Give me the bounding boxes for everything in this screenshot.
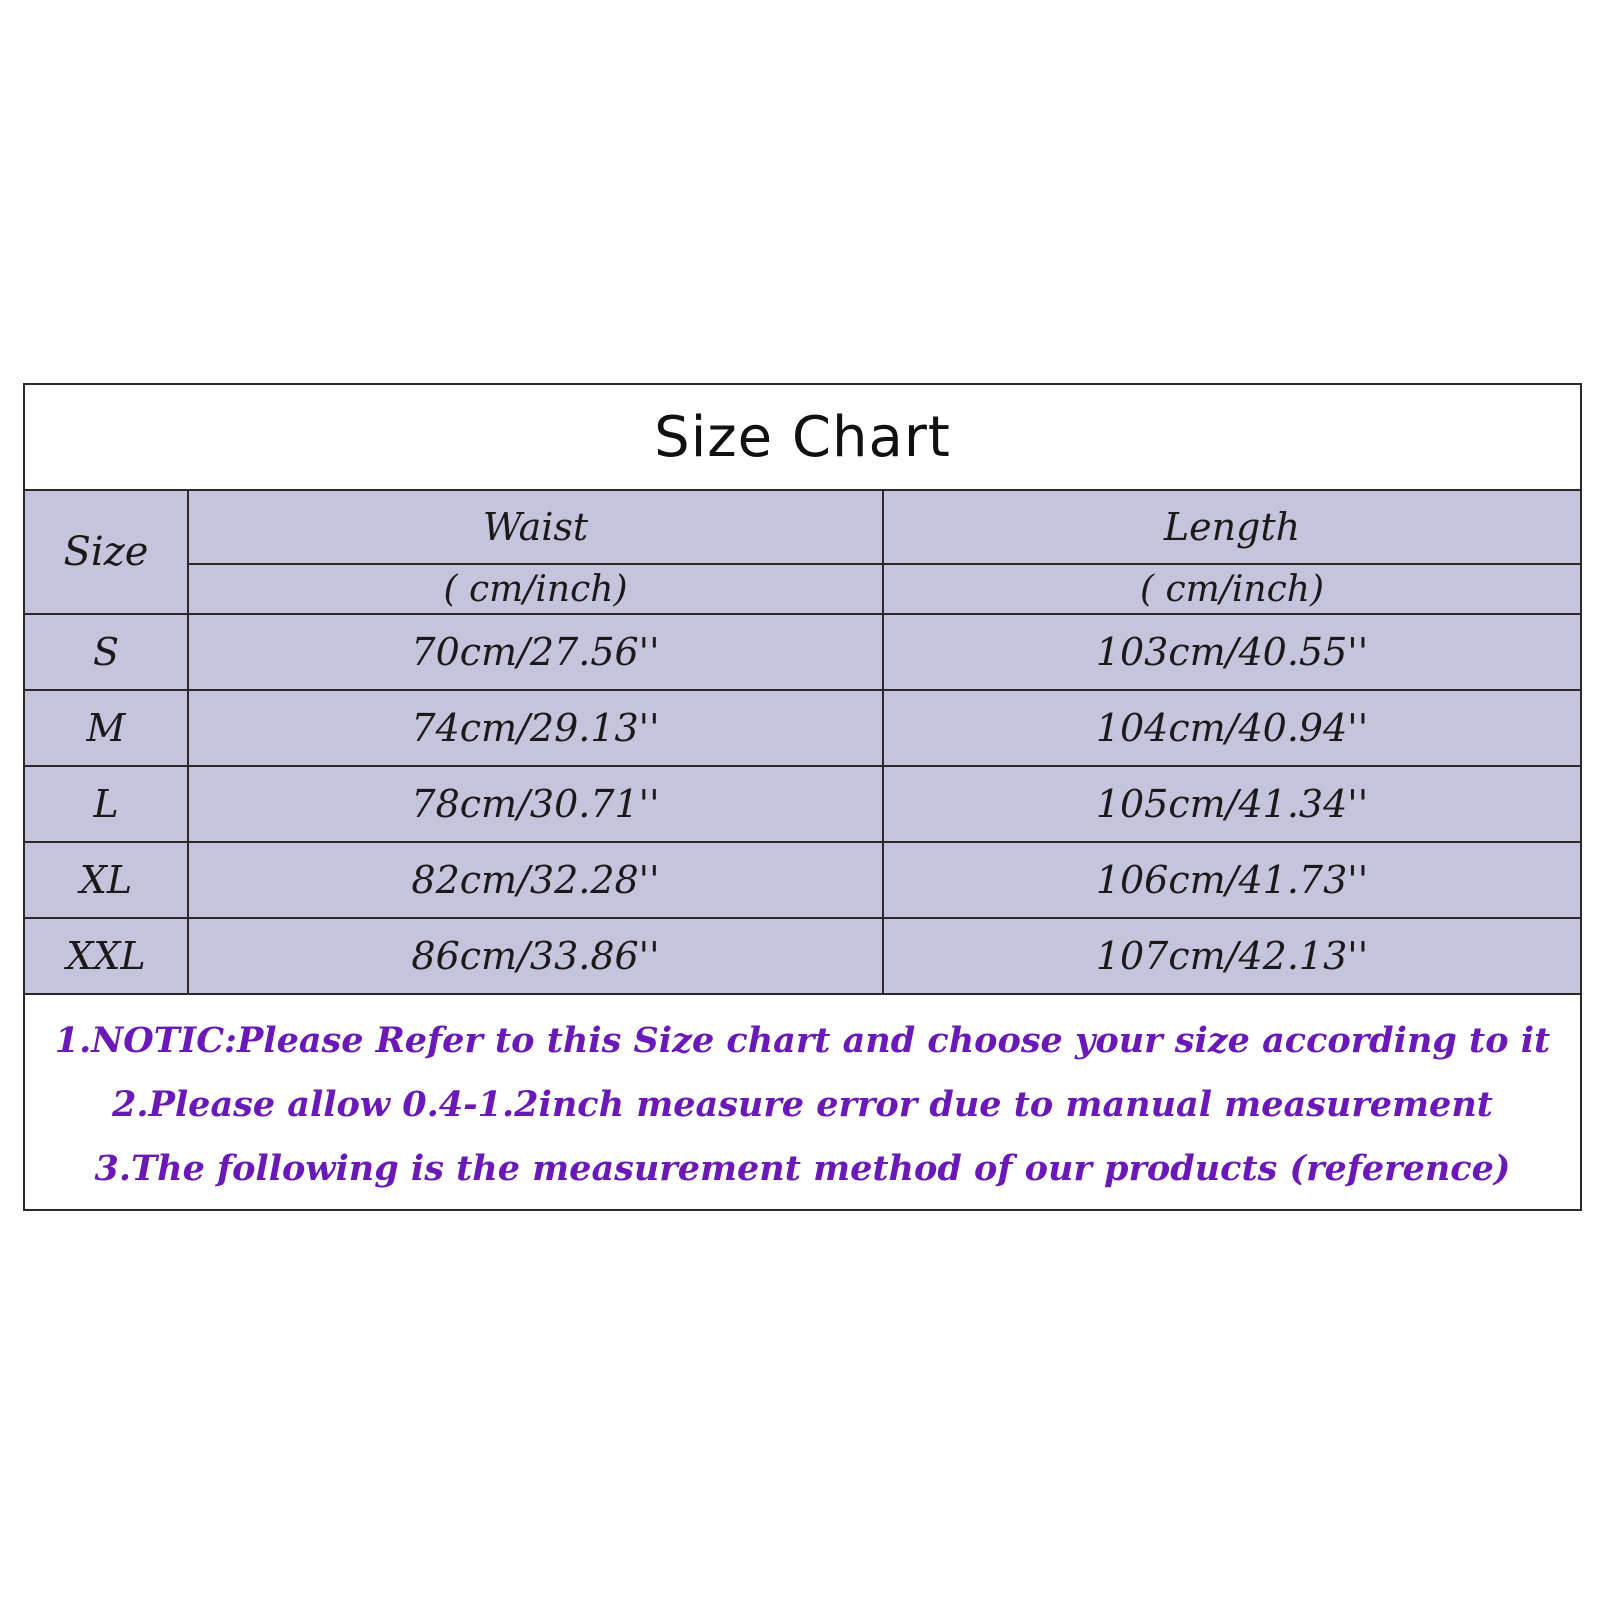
notes-section — [25, 998, 1580, 1211]
table-row — [25, 766, 1580, 842]
note-line: 1.NOTIC:Please Refer to this Size chart and choose your size according to it — [54, 1019, 1551, 1061]
waist-cell: 70cm/27.56'' — [188, 614, 883, 690]
waist-cell: 82cm/32.28'' — [188, 842, 883, 918]
size-column-header: Size — [25, 491, 188, 614]
table-unit-row — [25, 564, 1580, 614]
length-cell: 107cm/42.13'' — [883, 918, 1580, 994]
length-cell: 103cm/40.55'' — [883, 614, 1580, 690]
table-row — [25, 842, 1580, 918]
length-cell: 104cm/40.94'' — [883, 690, 1580, 766]
waist-cell: 86cm/33.86'' — [188, 918, 883, 994]
size-cell: XXL — [25, 918, 188, 994]
table-header-row — [25, 491, 1580, 564]
size-cell: S — [25, 614, 188, 690]
size-cell: XL — [25, 842, 188, 918]
waist-unit-label: ( cm/inch) — [188, 564, 883, 614]
note-line: 2.Please allow 0.4-1.2inch measure error due to manual measurement — [112, 1083, 1493, 1125]
size-chart — [23, 383, 1582, 1211]
length-unit-label: ( cm/inch) — [883, 564, 1580, 614]
size-cell: L — [25, 766, 188, 842]
size-table — [25, 491, 1580, 995]
length-column-header: Length — [883, 491, 1580, 564]
table-row — [25, 690, 1580, 766]
size-cell: M — [25, 690, 188, 766]
waist-column-header: Waist — [188, 491, 883, 564]
waist-cell: 74cm/29.13'' — [188, 690, 883, 766]
length-cell: 105cm/41.34'' — [883, 766, 1580, 842]
waist-cell: 78cm/30.71'' — [188, 766, 883, 842]
note-line: 3.The following is the measurement method of our products (reference) — [94, 1147, 1511, 1189]
chart-title: Size Chart — [25, 385, 1580, 491]
table-row — [25, 918, 1580, 994]
length-cell: 106cm/41.73'' — [883, 842, 1580, 918]
table-row — [25, 614, 1580, 690]
